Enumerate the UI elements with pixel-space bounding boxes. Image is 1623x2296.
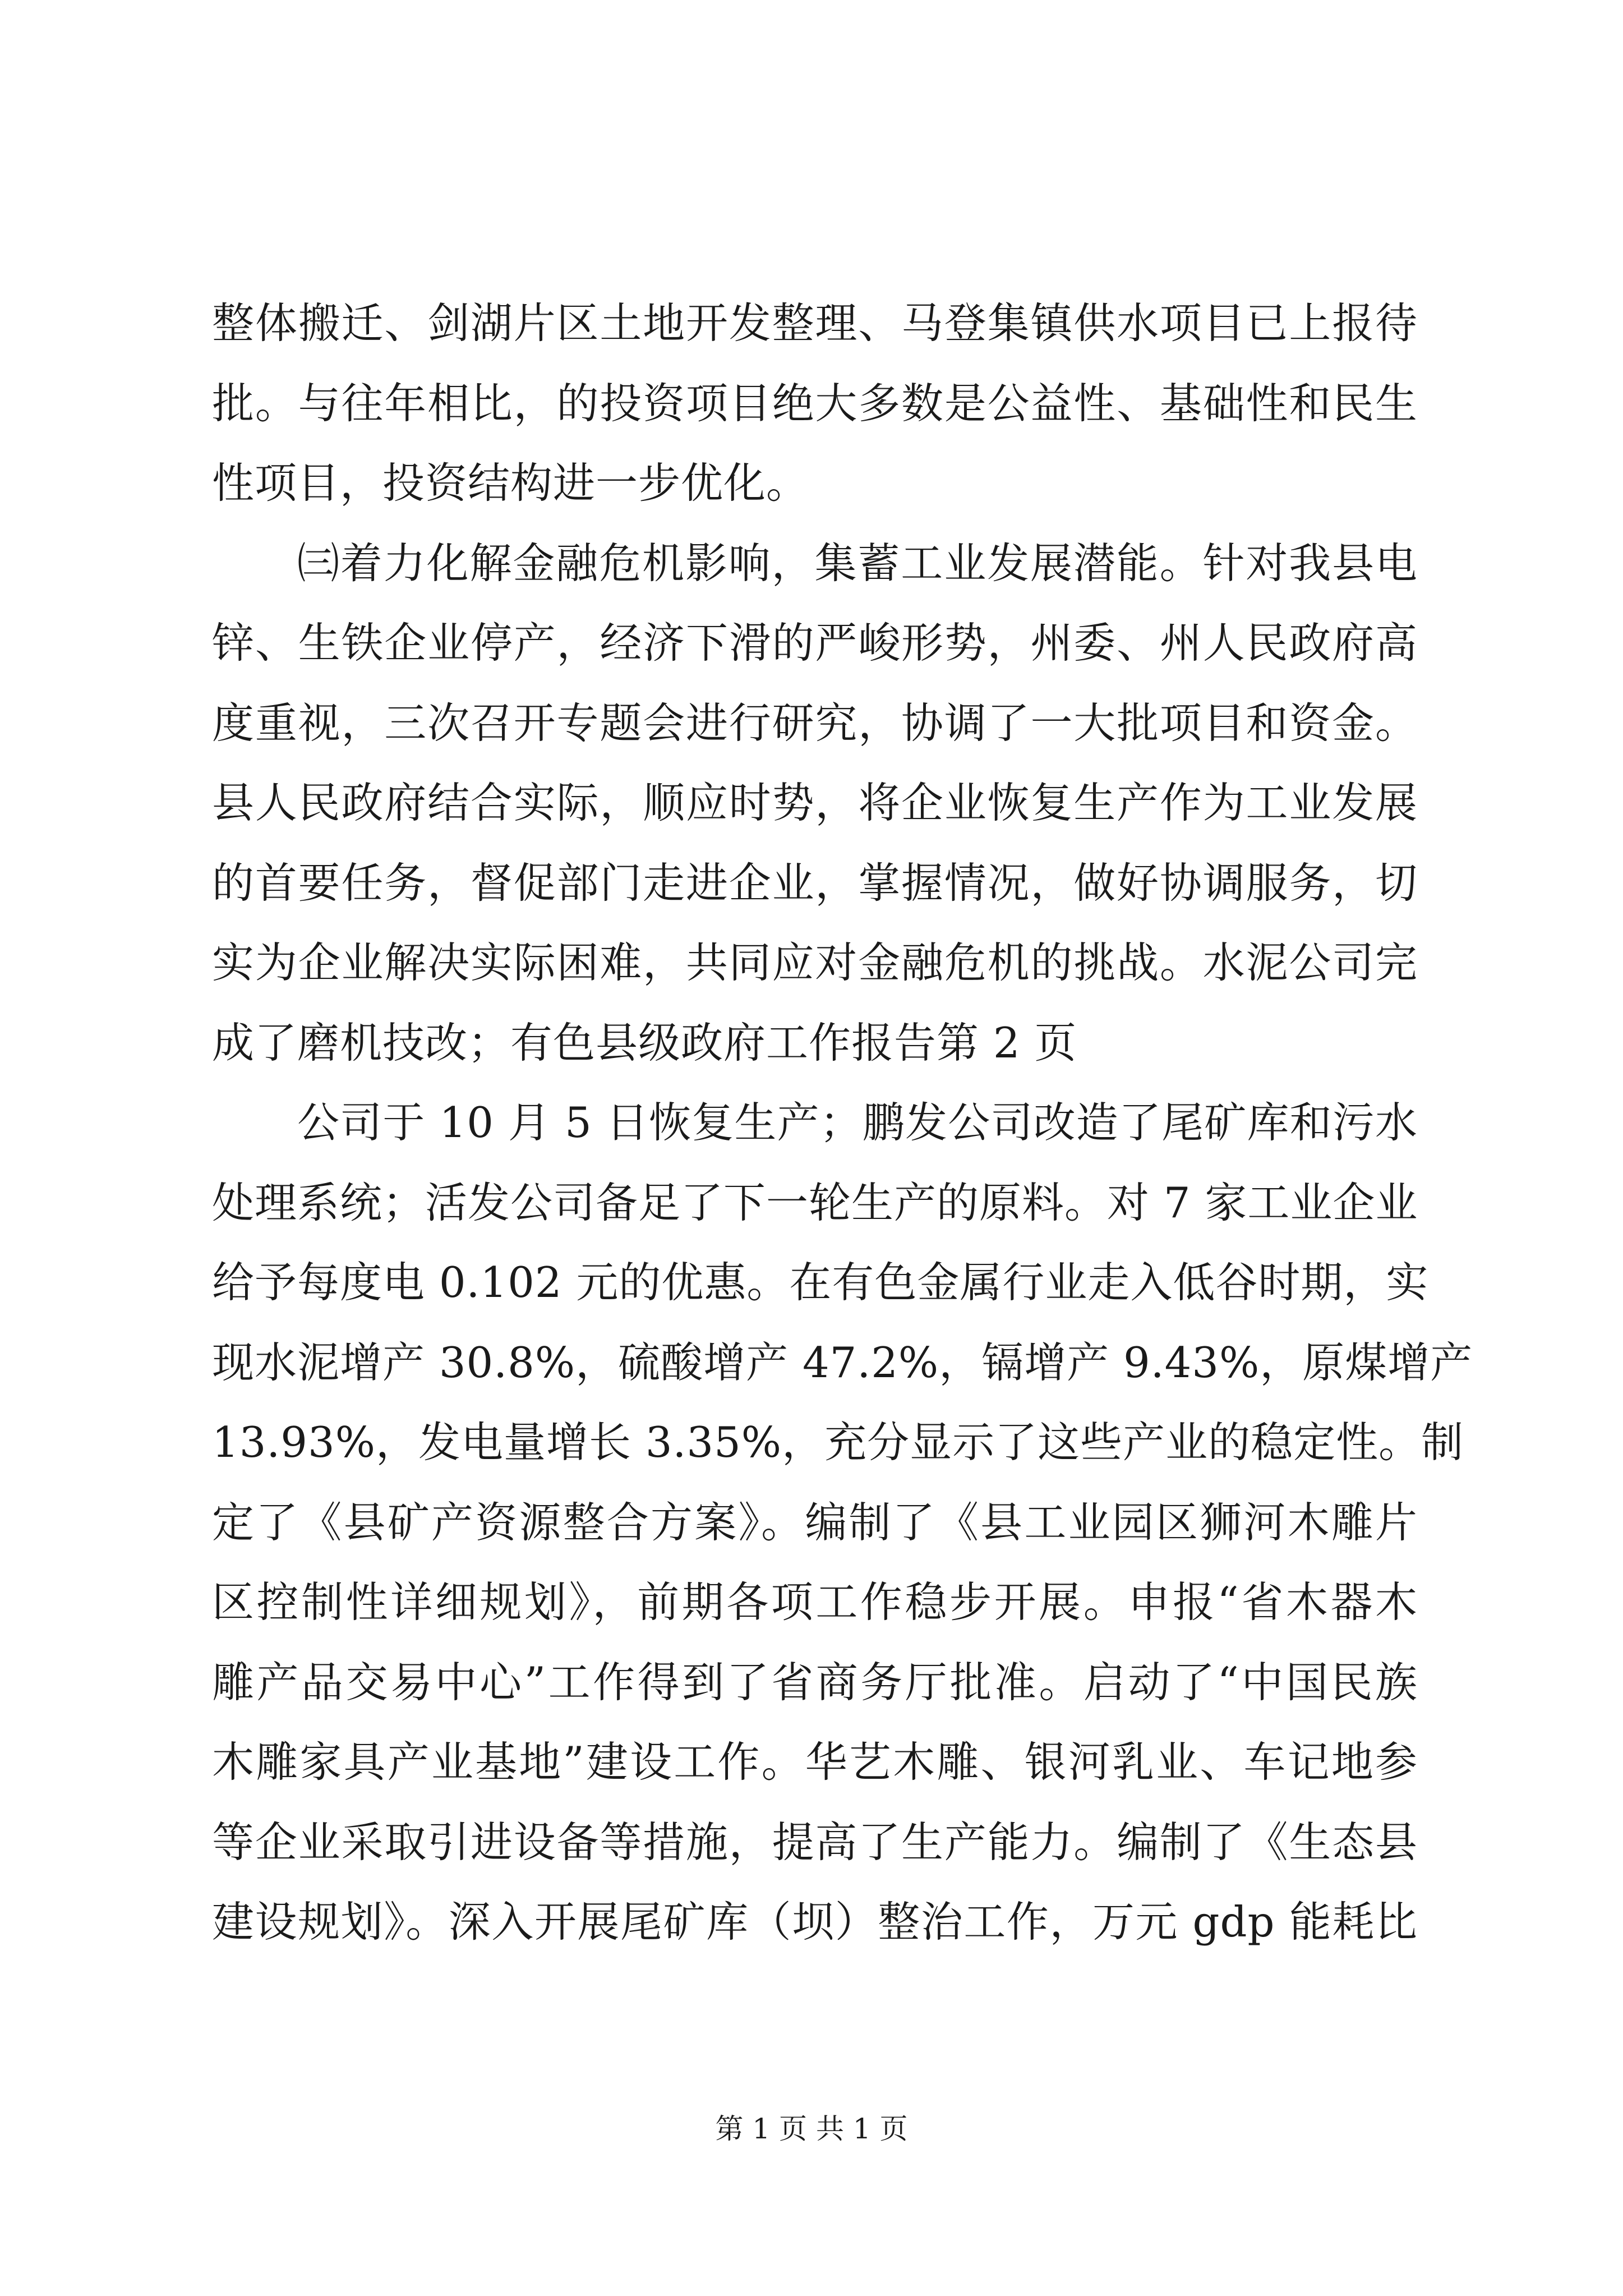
text-line: 锌、生铁企业停产，经济下滑的严峻形势，州委、州人民政府高 [212,618,1418,668]
text-line: 成了磨机技改；有色县级政府工作报告第 2 页 [212,1018,1077,1068]
text-line: 批。与往年相比，的投资项目绝大多数是公益性、基础性和民生 [212,378,1418,428]
text-line: 区控制性详细规划》，前期各项工作稳步开展。申报“省木器木 [212,1577,1418,1627]
text-line: 公司于 10 月 5 日恢复生产；鹏发公司改造了尾矿库和污水 [297,1098,1418,1147]
text-line: 处理系统；活发公司备足了下一轮生产的原料。对 7 家工业企业 [212,1177,1418,1227]
text-line: 整体搬迁、剑湖片区土地开发整理、马登集镇供水项目已上报待 [212,298,1418,348]
paragraph [212,523,1418,1083]
document-body [212,283,1473,1962]
text-line: 雕产品交易中心”工作得到了省商务厅批准。启动了“中国民族 [212,1657,1418,1707]
text-line: 木雕家具产业基地”建设工作。华艺木雕、银河乳业、车记地参 [212,1737,1418,1787]
text-line: 建设规划》。深入开展尾矿库（坝）整治工作，万元 gdp 能耗比 [212,1897,1418,1947]
text-line: 县人民政府结合实际，顺应时势，将企业恢复生产作为工业发展 [212,778,1418,827]
text-line: 性项目，投资结构进一步优化。 [212,458,809,508]
paragraph [212,1083,1473,1962]
text-line: 实为企业解决实际困难，共同应对金融危机的挑战。水泥公司完 [212,938,1418,987]
text-line: 现水泥增产 30.8%，硫酸增产 47.2%，镉增产 9.43%，原煤增产 [212,1337,1473,1387]
page-footer: 第 1 页 共 1 页 [715,2113,908,2145]
text-line: 给予每度电 0.102 元的优惠。在有色金属行业走入低谷时期，实 [212,1258,1429,1307]
text-line: 度重视，三次召开专题会进行研究，协调了一大批项目和资金。 [212,698,1418,748]
text-line: 的首要任务，督促部门走进企业，掌握情况，做好协调服务，切 [212,858,1418,908]
paragraph [212,283,1418,523]
text-line: 13.93%，发电量增长 3.35%，充分显示了这些产业的稳定性。制 [212,1418,1464,1467]
text-line: 定了《县矿产资源整合方案》。编制了《县工业园区狮河木雕片 [212,1497,1418,1547]
text-line: ㈢着力化解金融危机影响，集蓄工业发展潜能。针对我县电 [297,538,1418,588]
text-line: 等企业采取引进设备等措施，提高了生产能力。编制了《生态县 [212,1817,1418,1867]
